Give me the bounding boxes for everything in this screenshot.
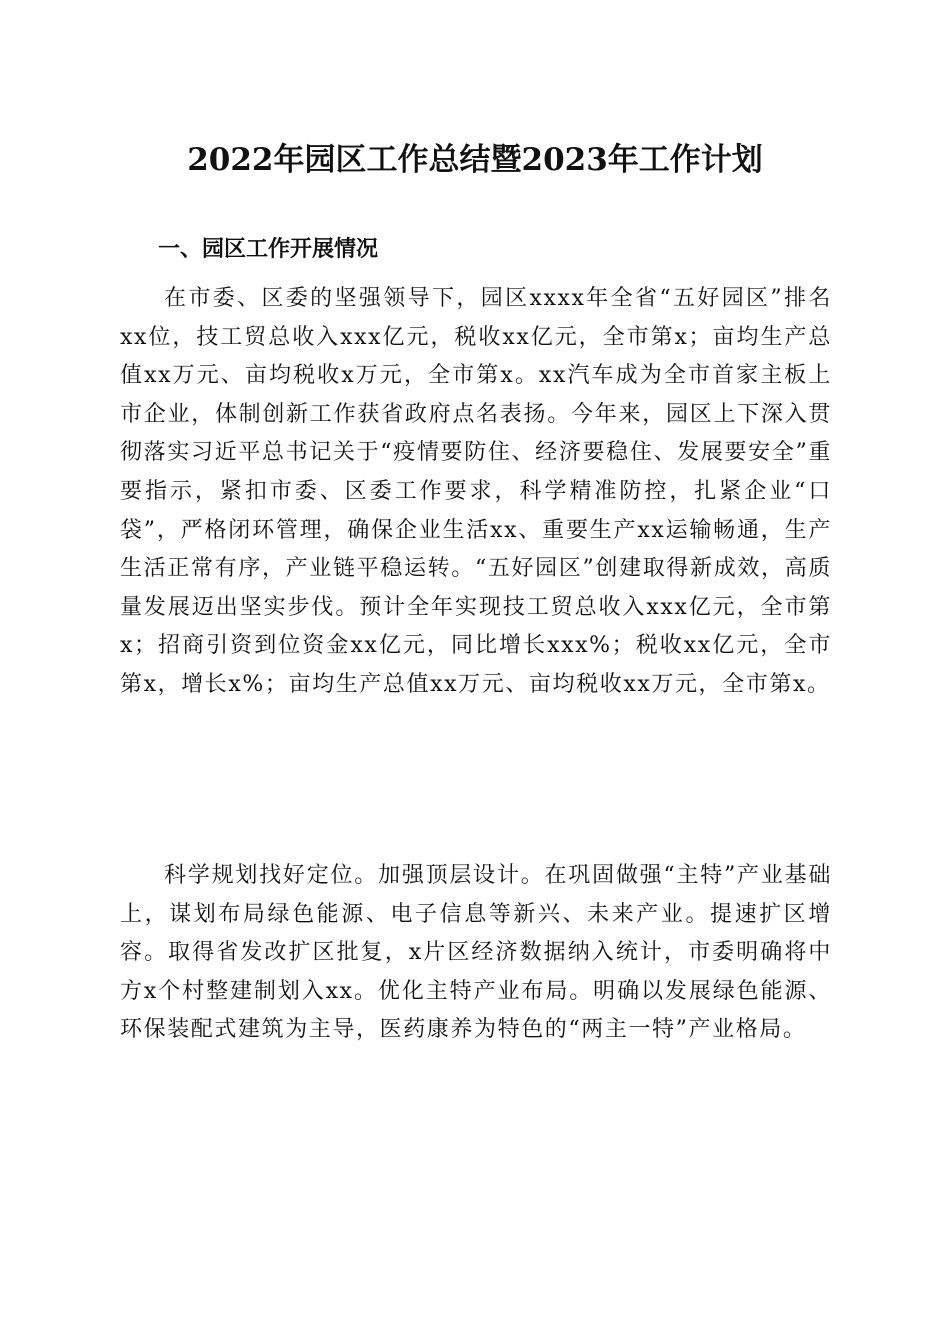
document-title: 2022年园区工作总结暨2023年工作计划 bbox=[187, 142, 763, 178]
section-heading: 一、园区工作开展情况 bbox=[158, 237, 379, 262]
paragraph-planning: 科学规划找好定位。加强顶层设计。在巩固做强“主特”产业基础上，谋划布局绿色能源、电子信息等新兴、未来产业。提速扩区增容。取得省发改扩区批复，x片区经济数据纳入统计，市委明确将中方x个村整建制划入xx。优化主特产业布局。明确以发展绿色能源、环保装配式建筑为主导，医药康养为特色的“两主一特”产业格局。 bbox=[120, 863, 832, 1043]
paragraph-overview: 在市委、区委的坚强领导下，园区xxxx年全省“五好园区”排名xx位，技工贸总收入xxx亿元，税收xx亿元，全市第x；亩均生产总值xx万元、亩均税收x万元，全市第x。xx汽车成为全市首家主板上市企业，体制创新工作获省政府点名表扬。今年来，园区上下深入贯彻落实习近平总书记关于“疫情要防住、经济要稳住、发展要安全”重要指示，紧扣市委、区委工作要求，科学精准防控，扎紧企业“口袋”，严格闭环管理，确保企业生活xx、重要生产xx运输畅通，生产生活正常有序，产业链平稳运转。“五好园区”创建取得新成效，高质量发展迈出坚实步伐。预计全年实现技工贸总收入xxx亿元，全市第x；招商引资到位资金xx亿元，同比增长xxx%；税收xx亿元，全市第x，增长x%；亩均生产总值xx万元、亩均税收xx万元，全市第x。 bbox=[120, 286, 832, 697]
